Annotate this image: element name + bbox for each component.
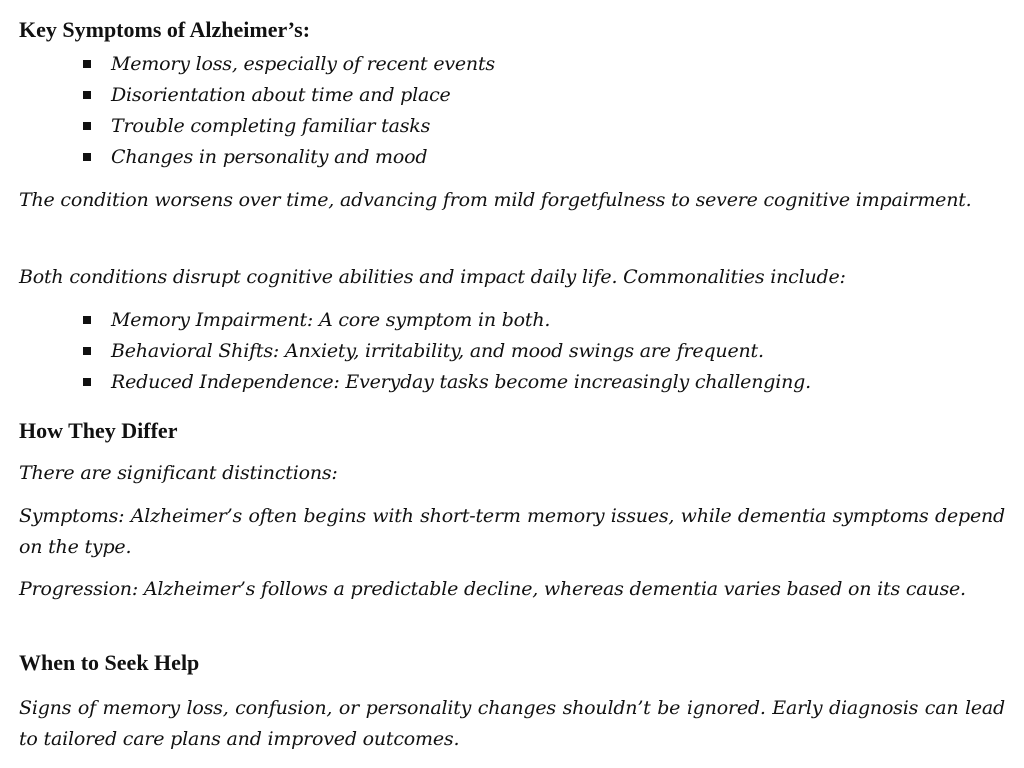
seek-help-paragraph: Signs of memory loss, confusion, or personality changes shouldn’t be ignored. Early diagnosis can lead to tailored care plans and improved outcomes. xyxy=(19,697,1005,750)
list-item: Memory Impairment: A core symptom in both. xyxy=(81,305,811,336)
symptoms-paragraph: Symptoms: Alzheimer’s often begins with short-term memory issues, while dementia symptoms depend on the type. xyxy=(19,505,1005,558)
list-item: Changes in personality and mood xyxy=(81,142,495,173)
square-bullet-icon xyxy=(83,91,91,99)
list-item: Trouble completing familiar tasks xyxy=(81,111,495,142)
list-item: Disorientation about time and place xyxy=(81,80,495,111)
list-item: Memory loss, especially of recent events xyxy=(81,49,495,80)
square-bullet-icon xyxy=(83,378,91,386)
distinctions-intro: There are significant distinctions: xyxy=(19,462,338,484)
square-bullet-icon xyxy=(83,316,91,324)
when-to-seek-help-heading: When to Seek Help xyxy=(19,650,200,675)
condition-worsens-paragraph: The condition worsens over time, advancing from mild forgetfulness to severe cognitive impairment. xyxy=(19,189,972,211)
progression-paragraph: Progression: Alzheimer’s follows a predictable decline, whereas dementia varies based on its cause. xyxy=(19,578,966,600)
how-they-differ-heading: How They Differ xyxy=(19,418,178,443)
list-item: Reduced Independence: Everyday tasks become increasingly challenging. xyxy=(81,367,811,398)
commonalities-intro: Both conditions disrupt cognitive abilities and impact daily life. Commonalities include: xyxy=(19,266,846,288)
key-symptoms-list xyxy=(81,49,495,173)
square-bullet-icon xyxy=(83,347,91,355)
commonalities-list xyxy=(81,305,811,398)
square-bullet-icon xyxy=(83,122,91,130)
key-symptoms-heading: Key Symptoms of Alzheimer’s: xyxy=(19,17,311,42)
list-item: Behavioral Shifts: Anxiety, irritability, and mood swings are frequent. xyxy=(81,336,811,367)
square-bullet-icon xyxy=(83,153,91,161)
square-bullet-icon xyxy=(83,60,91,68)
